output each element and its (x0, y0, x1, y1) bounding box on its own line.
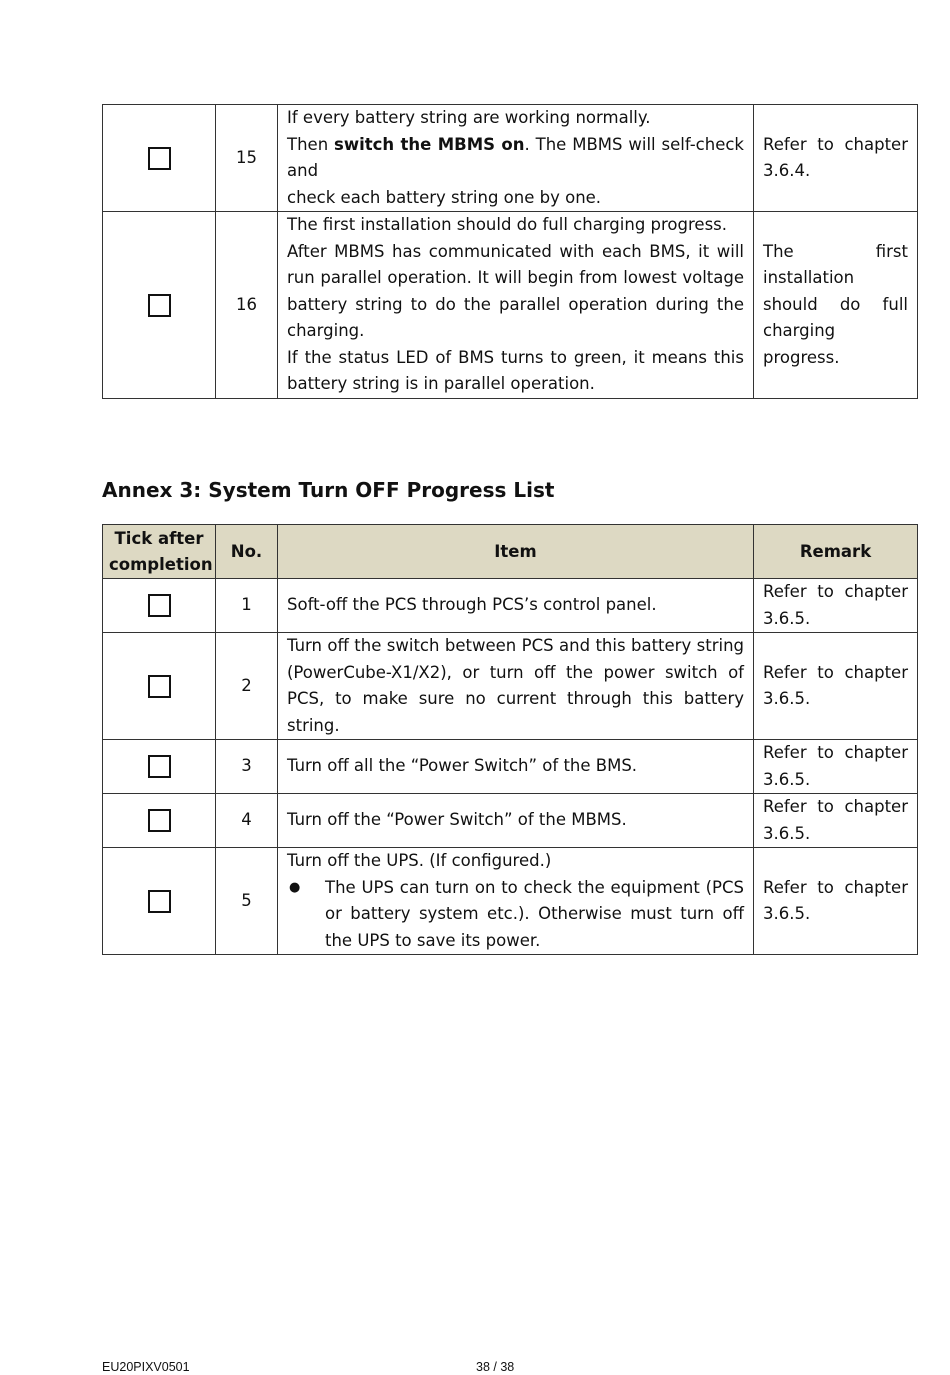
empty-checkbox-icon[interactable] (148, 890, 171, 913)
remark-cell: Refer to chapter 3.6.5. (754, 633, 918, 740)
tick-cell (103, 105, 216, 212)
tick-cell (103, 633, 216, 740)
row-number: 3 (216, 740, 278, 794)
table-header-row (103, 525, 918, 579)
bullet-item (287, 875, 744, 955)
turn-off-progress-table (102, 524, 918, 955)
remark-cell: Refer to chapter 3.6.5. (754, 579, 918, 633)
item-cell: Turn off the switch between PCS and this battery string (PowerCube-X1/X2), or turn off the power switch of PCS, to make sure no current through this battery string. (278, 633, 754, 740)
header-tick: Tick after completion (103, 525, 216, 579)
row-number: 1 (216, 579, 278, 633)
header-no: No. (216, 525, 278, 579)
item-paragraph: The first installation should do full charging progress. (287, 215, 728, 234)
header-item: Item (278, 525, 754, 579)
footer-page-number: 38 / 38 (476, 1360, 515, 1374)
item-cell: Turn off the “Power Switch” of the MBMS. (278, 794, 754, 848)
remark-cell: The first installation should do full charging progress. (754, 212, 918, 399)
item-text: . The MBMS will self-check and (287, 134, 744, 180)
empty-checkbox-icon[interactable] (148, 755, 171, 778)
item-text: Then (287, 134, 335, 154)
item-cell: Turn off all the “Power Switch” of the BMS. (278, 740, 754, 794)
table-row (103, 633, 918, 740)
empty-checkbox-icon[interactable] (148, 809, 171, 832)
tick-cell (103, 579, 216, 633)
footer-doc-id: EU20PIXV0501 (102, 1360, 190, 1374)
item-cell (278, 212, 754, 399)
row-number: 5 (216, 848, 278, 955)
bullet-dot-icon: ● (289, 879, 301, 895)
tick-cell (103, 212, 216, 399)
tick-cell (103, 740, 216, 794)
table-row (103, 105, 918, 212)
item-cell: Soft-off the PCS through PCS’s control panel. (278, 579, 754, 633)
item-line (287, 132, 744, 185)
item-line: If every battery string are working normally. (287, 108, 651, 127)
continuation-table (102, 104, 918, 399)
tick-cell (103, 794, 216, 848)
row-number: 4 (216, 794, 278, 848)
row-number: 15 (216, 105, 278, 212)
remark-cell: Refer to chapter 3.6.4. (754, 105, 918, 212)
row-number: 2 (216, 633, 278, 740)
remark-cell: Refer to chapter 3.6.5. (754, 848, 918, 955)
item-cell (278, 105, 754, 212)
item-line: check each battery string one by one. (287, 187, 602, 207)
item-cell (278, 848, 754, 955)
header-remark: Remark (754, 525, 918, 579)
item-emphasis: switch the MBMS on (334, 134, 525, 154)
bullet-text: The UPS can turn on to check the equipment (PCS or battery system etc.). Otherwise must turn off the UPS to save its power. (325, 877, 744, 950)
table-row (103, 794, 918, 848)
table-row (103, 579, 918, 633)
table-row (103, 848, 918, 955)
item-text: Turn off the UPS. (If configured.) (287, 851, 552, 870)
table-row (103, 212, 918, 399)
empty-checkbox-icon[interactable] (148, 147, 171, 170)
table-row (103, 740, 918, 794)
empty-checkbox-icon[interactable] (148, 294, 171, 317)
annex-title: Annex 3: System Turn OFF Progress List (102, 478, 555, 502)
item-paragraph: After MBMS has communicated with each BMS, it will run parallel operation. It will begin from lowest voltage battery string to do the parallel operation during the charging. (287, 241, 744, 340)
remark-cell: Refer to chapter 3.6.5. (754, 794, 918, 848)
item-paragraph: If the status LED of BMS turns to green, it means this battery string is in parallel operation. (287, 347, 744, 393)
tick-cell (103, 848, 216, 955)
row-number: 16 (216, 212, 278, 399)
empty-checkbox-icon[interactable] (148, 594, 171, 617)
empty-checkbox-icon[interactable] (148, 675, 171, 698)
remark-cell: Refer to chapter 3.6.5. (754, 740, 918, 794)
